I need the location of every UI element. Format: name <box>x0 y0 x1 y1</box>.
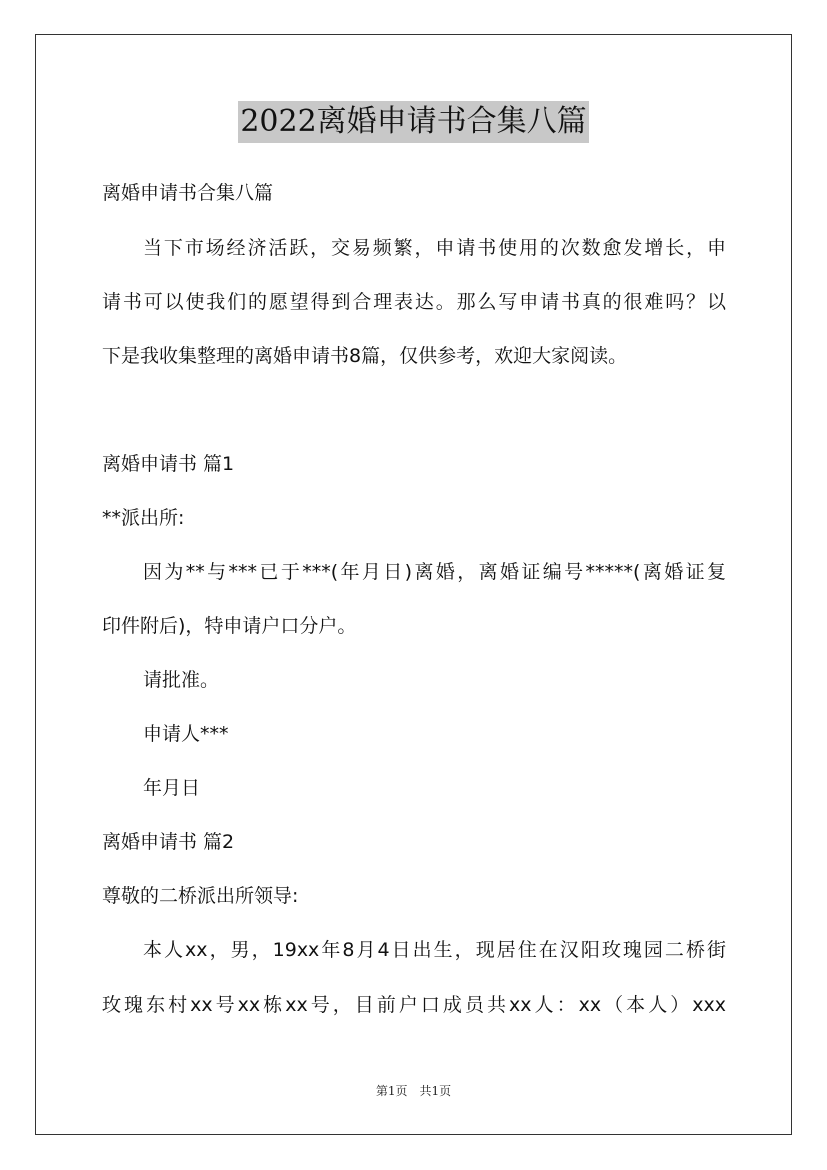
document-title: 2022离婚申请书合集八篇 <box>238 101 588 143</box>
page-number-current: 第1页 <box>375 1084 408 1098</box>
section-heading-2: 离婚申请书 篇2 <box>102 831 235 853</box>
body-line-2: 印件附后)，特申请户口分户。 <box>102 615 357 637</box>
body-line-3: 本人xx，男，19xx年8月4日出生，现居住在汉阳玫瑰园二桥街 <box>143 939 726 961</box>
addressee-line-1: **派出所: <box>102 507 185 529</box>
intro-paragraph-line-2: 请书可以使我们的愿望得到合理表达。那么写申请书真的很难吗？以 <box>102 291 726 313</box>
intro-paragraph-line-1: 当下市场经济活跃，交易频繁，申请书使用的次数愈发增长，申 <box>143 237 726 259</box>
request-line: 请批准。 <box>143 669 220 691</box>
section-heading-1: 离婚申请书 篇1 <box>102 453 235 475</box>
applicant-line: 申请人*** <box>143 723 229 745</box>
intro-paragraph-line-3: 下是我收集整理的离婚申请书8篇，仅供参考，欢迎大家阅读。 <box>102 345 628 367</box>
date-line: 年月日 <box>143 777 201 799</box>
title-container <box>0 101 827 143</box>
addressee-line-2: 尊敬的二桥派出所领导: <box>102 885 299 907</box>
subtitle-line: 离婚申请书合集八篇 <box>102 182 274 204</box>
body-line-4: 玫瑰东村xx号xx栋xx号，目前户口成员共xx人：xx（本人）xxx <box>102 994 726 1016</box>
page-number-total: 共1页 <box>419 1084 452 1098</box>
page-footer <box>0 1083 827 1099</box>
body-line-1: 因为**与***已于***(年月日)离婚，离婚证编号*****(离婚证复 <box>143 561 726 583</box>
